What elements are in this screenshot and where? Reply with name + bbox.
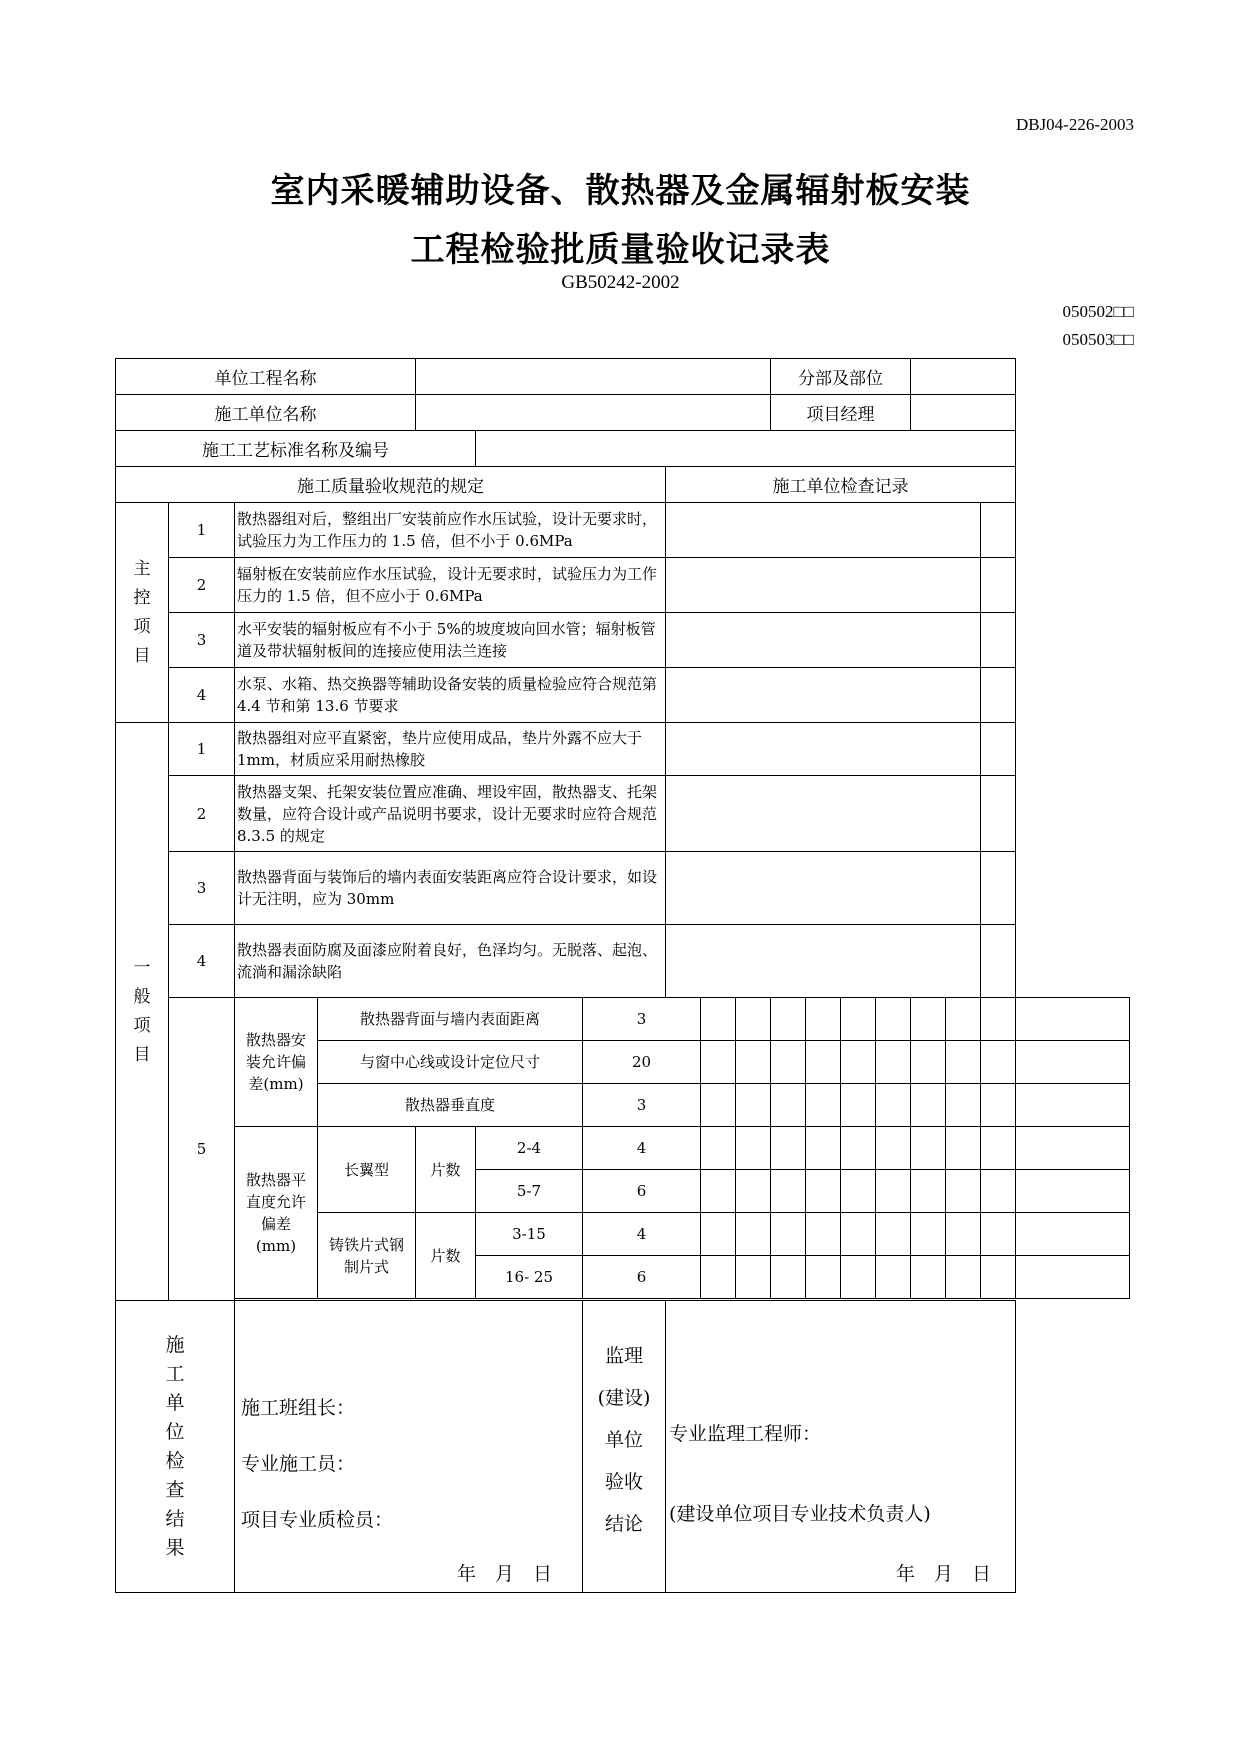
general-item-no: 5 (169, 998, 235, 1301)
measure-cell[interactable] (1016, 1084, 1130, 1127)
flat-value: 6 (583, 1170, 701, 1213)
measure-cell[interactable] (911, 998, 946, 1041)
supervision-label-3: 单位 (604, 1429, 643, 1451)
measure-cell[interactable] (701, 1084, 736, 1127)
check-record-extra[interactable] (981, 852, 1016, 925)
general-item-no: 3 (169, 852, 235, 925)
general-label-text: 一般项目 (133, 957, 151, 1065)
measure-cell[interactable] (876, 1256, 911, 1299)
install-row-value: 3 (583, 998, 701, 1041)
long-wing-label: 长翼型 (318, 1127, 416, 1213)
check-record-extra[interactable] (981, 723, 1016, 776)
measure-cell[interactable] (841, 1041, 876, 1084)
owner-rep-label: (建设单位项目专业技术负责人) (669, 1503, 931, 1525)
construction-result-label-text: 施工单位检查结果 (165, 1333, 185, 1559)
measure-cell[interactable] (736, 998, 771, 1041)
measure-cell[interactable] (701, 998, 736, 1041)
measure-cell[interactable] (806, 998, 841, 1041)
check-record-cell[interactable] (666, 852, 981, 925)
main-item-no: 1 (169, 503, 235, 558)
check-record-cell[interactable] (666, 668, 981, 723)
date-right: 年 月 日 (896, 1563, 992, 1585)
measure-cell[interactable] (841, 1256, 876, 1299)
check-record-extra[interactable] (981, 558, 1016, 613)
form-code-2: 050503□□ (1062, 330, 1134, 349)
measure-cell[interactable] (1016, 998, 1130, 1041)
measure-cell[interactable] (806, 1170, 841, 1213)
measure-cell[interactable] (876, 1170, 911, 1213)
supervisor-label: 专业监理工程师： (669, 1423, 822, 1445)
measure-cell[interactable] (946, 1127, 981, 1170)
general-item-no: 2 (169, 776, 235, 852)
cast-label (318, 1213, 416, 1299)
install-group-label-text: 散热器安装允许偏差(mm) (246, 1031, 307, 1093)
measure-cell[interactable] (736, 1170, 771, 1213)
install-group-label (235, 998, 318, 1127)
measure-cell[interactable] (946, 1213, 981, 1256)
install-row-value: 3 (583, 1084, 701, 1127)
supervision-label-2: (建设) (597, 1387, 651, 1409)
form-code-1: 050502□□ (1062, 302, 1134, 321)
general-item-no: 1 (169, 723, 235, 776)
measure-cell[interactable] (876, 1213, 911, 1256)
install-row-value: 20 (583, 1041, 701, 1084)
check-record-cell[interactable] (666, 613, 981, 668)
measure-cell[interactable] (981, 1084, 1016, 1127)
measure-cell[interactable] (841, 998, 876, 1041)
sub-part-label: 分部及部位 (771, 359, 911, 395)
flat-range: 16- 25 (476, 1256, 583, 1299)
measure-cell[interactable] (946, 1256, 981, 1299)
cast-label-text: 铸铁片式钢制片式 (328, 1235, 404, 1276)
main-item-no: 4 (169, 668, 235, 723)
supervision-label-4: 验收 (604, 1471, 643, 1493)
unit-project-label: 单位工程名称 (116, 359, 416, 395)
flat-value: 4 (583, 1213, 701, 1256)
title-line-2: 工程检验批质量验收记录表 (410, 230, 831, 270)
measure-cell[interactable] (946, 1084, 981, 1127)
measure-cell[interactable] (771, 1170, 806, 1213)
measure-cell[interactable] (736, 1041, 771, 1084)
flat-range: 3-15 (476, 1213, 583, 1256)
construction-result-label (116, 1301, 235, 1593)
check-record-cell[interactable] (666, 723, 981, 776)
main-item-no: 3 (169, 613, 235, 668)
measure-cell[interactable] (911, 1041, 946, 1084)
check-record-extra[interactable] (981, 613, 1016, 668)
measure-cell[interactable] (981, 998, 1016, 1041)
gb-code: GB50242-2002 (561, 272, 680, 293)
measure-cell[interactable] (841, 1213, 876, 1256)
date-left: 年 月 日 (456, 1563, 552, 1585)
install-row-name: 散热器背面与墙内表面距离 (318, 998, 583, 1041)
main-control-label-text: 主控项目 (133, 558, 151, 666)
general-item-no: 4 (169, 925, 235, 998)
main-item-text: 散热器组对后，整组出厂安装前应作水压试验，设计无要求时，试验压力为工作压力的 1.5 倍，但不小于 0.6MPa (235, 503, 666, 558)
measure-cell[interactable] (736, 1127, 771, 1170)
measure-cell[interactable] (1016, 1170, 1130, 1213)
main-control-label (116, 503, 169, 723)
measure-cell[interactable] (981, 1256, 1016, 1299)
spec-header: 施工质量验收规范的规定 (116, 467, 666, 503)
install-row-name: 散热器垂直度 (318, 1084, 583, 1127)
pieces-label: 片数 (416, 1127, 476, 1213)
pieces-label: 片数 (416, 1213, 476, 1299)
measure-cell[interactable] (1016, 1256, 1130, 1299)
measure-cell[interactable] (806, 1127, 841, 1170)
measure-cell[interactable] (911, 1170, 946, 1213)
construction-unit-label: 施工单位名称 (116, 395, 416, 431)
title-line-1: 室内采暖辅助设备、散热器及金属辐射板安装 (270, 171, 971, 211)
measure-cell[interactable] (806, 1041, 841, 1084)
measure-cell[interactable] (841, 1084, 876, 1127)
measure-cell[interactable] (981, 1213, 1016, 1256)
general-label (116, 723, 169, 1301)
measure-cell[interactable] (806, 1084, 841, 1127)
supervision-label-1: 监理 (604, 1345, 643, 1367)
team-leader-label: 施工班组长： (241, 1397, 356, 1419)
measure-cell[interactable] (806, 1213, 841, 1256)
measure-cell[interactable] (911, 1127, 946, 1170)
check-record-extra[interactable] (981, 668, 1016, 723)
flat-range: 2-4 (476, 1127, 583, 1170)
construction-unit-field[interactable] (416, 395, 771, 431)
construction-signoff[interactable] (235, 1301, 583, 1593)
check-header: 施工单位检查记录 (666, 467, 1016, 503)
check-record-cell[interactable] (666, 558, 981, 613)
measure-cell[interactable] (701, 1127, 736, 1170)
flat-range: 5-7 (476, 1170, 583, 1213)
check-record-extra[interactable] (981, 925, 1016, 998)
measure-cell[interactable] (841, 1170, 876, 1213)
measure-cell[interactable] (1016, 1041, 1130, 1084)
measure-cell[interactable] (946, 998, 981, 1041)
supervision-signoff[interactable] (666, 1301, 1016, 1593)
general-item-text: 散热器背面与装饰后的墙内表面安装距离应符合设计要求，如设计无注明，应为 30mm (235, 852, 666, 925)
measure-cell[interactable] (911, 1084, 946, 1127)
install-row-name: 与窗中心线或设计定位尺寸 (318, 1041, 583, 1084)
check-record-cell[interactable] (666, 925, 981, 998)
check-record-extra[interactable] (981, 776, 1016, 852)
main-item-no: 2 (169, 558, 235, 613)
flat-group-label (235, 1127, 318, 1299)
measure-cell[interactable] (876, 1041, 911, 1084)
check-record-extra[interactable] (981, 503, 1016, 558)
measure-cell[interactable] (701, 1170, 736, 1213)
inspector-label: 项目专业质检员： (241, 1509, 394, 1531)
measure-cell[interactable] (771, 998, 806, 1041)
measure-cell[interactable] (946, 1041, 981, 1084)
supervision-label-5: 结论 (604, 1513, 643, 1535)
main-item-text: 水平安装的辐射板应有不小于 5%的坡度坡向回水管；辐射板管道及带状辐射板间的连接应使用法兰连接 (235, 613, 666, 668)
measure-cell[interactable] (946, 1170, 981, 1213)
inspection-record-table (115, 358, 1130, 1593)
measure-cell[interactable] (701, 1213, 736, 1256)
measure-cell[interactable] (806, 1256, 841, 1299)
measure-cell[interactable] (736, 1084, 771, 1127)
measure-cell[interactable] (771, 1041, 806, 1084)
process-standard-label: 施工工艺标准名称及编号 (116, 431, 476, 467)
measure-cell[interactable] (841, 1127, 876, 1170)
measure-cell[interactable] (981, 1041, 1016, 1084)
measure-cell[interactable] (1016, 1127, 1130, 1170)
main-item-text: 辐射板在安装前应作水压试验，设计无要求时，试验压力为工作压力的 1.5 倍，但不应小于 0.6MPa (235, 558, 666, 613)
measure-cell[interactable] (981, 1170, 1016, 1213)
measure-cell[interactable] (1016, 1213, 1130, 1256)
specialist-label: 专业施工员： (241, 1453, 356, 1475)
measure-cell[interactable] (876, 1084, 911, 1127)
project-manager-field[interactable] (911, 395, 1016, 431)
main-item-text: 水泵、水箱、热交换器等辅助设备安装的质量检验应符合规范第 4.4 节和第 13.6 节要求 (235, 668, 666, 723)
general-item-text: 散热器表面防腐及面漆应附着良好，色泽均匀。无脱落、起泡、流淌和漏涂缺陷 (235, 925, 666, 998)
measure-cell[interactable] (771, 1256, 806, 1299)
measure-cell[interactable] (876, 998, 911, 1041)
check-record-cell[interactable] (666, 776, 981, 852)
supervision-label (583, 1301, 666, 1593)
standard-code: DBJ04-226-2003 (1015, 115, 1134, 134)
measure-cell[interactable] (981, 1127, 1016, 1170)
measure-cell[interactable] (701, 1041, 736, 1084)
project-manager-label: 项目经理 (771, 395, 911, 431)
flat-group-label-text: 散热器平直度允许偏差(mm) (246, 1170, 307, 1255)
flat-value: 6 (583, 1256, 701, 1299)
measure-cell[interactable] (911, 1213, 946, 1256)
check-record-cell[interactable] (666, 503, 981, 558)
measure-cell[interactable] (736, 1213, 771, 1256)
measure-cell[interactable] (701, 1256, 736, 1299)
measure-cell[interactable] (736, 1256, 771, 1299)
measure-cell[interactable] (771, 1084, 806, 1127)
general-item-text: 散热器支架、托架安装位置应准确、埋设牢固，散热器支、托架数量，应符合设计或产品说明书要求，设计无要求时应符合规范 8.3.5 的规定 (235, 776, 666, 852)
sub-part-field[interactable] (911, 359, 1016, 395)
measure-cell[interactable] (771, 1127, 806, 1170)
measure-cell[interactable] (911, 1256, 946, 1299)
measure-cell[interactable] (876, 1127, 911, 1170)
process-standard-field[interactable] (476, 431, 1016, 467)
unit-project-field[interactable] (416, 359, 771, 395)
general-item-text: 散热器组对应平直紧密，垫片应使用成品，垫片外露不应大于 1mm，材质应采用耐热橡胶 (235, 723, 666, 776)
flat-value: 4 (583, 1127, 701, 1170)
measure-cell[interactable] (771, 1213, 806, 1256)
